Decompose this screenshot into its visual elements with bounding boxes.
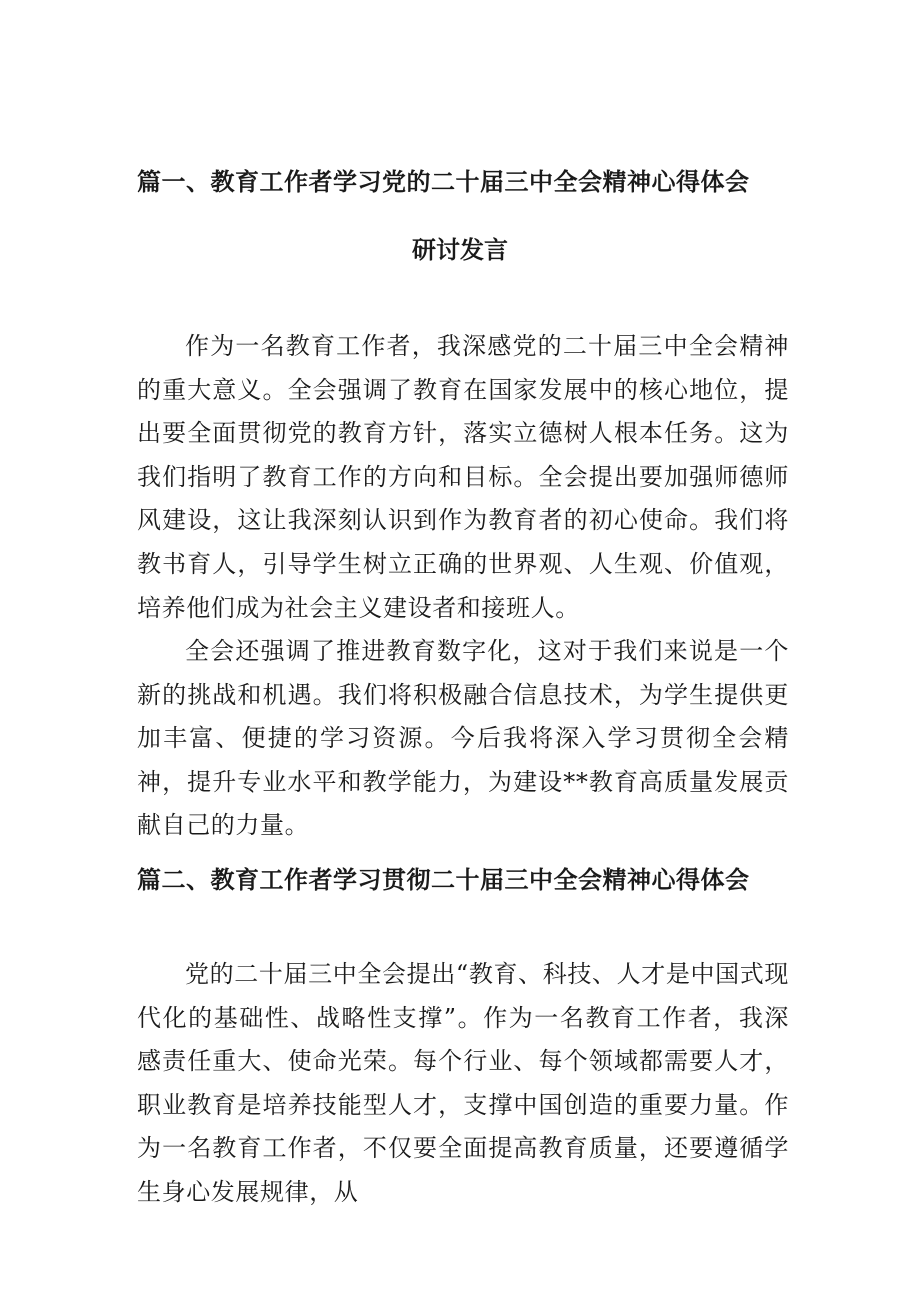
article1-paragraph-2: 全会还强调了推进教育数字化，这对于我们来说是一个新的挑战和机遇。我们将积极融合信息技术，为学生提供更加丰富、便捷的学习资源。今后我将深入学习贯彻全会精神，提升专业水平和教学能力，为建设**教育高质量发展贡献自己的力量。 — [137, 637, 789, 840]
article2-paragraph-1: 党的二十届三中全会提出“教育、科技、人才是中国式现代化的基础性、战略性支撑”。作为一名教育工作者，我深感责任重大、使命光荣。每个行业、每个领域都需要人才，职业教育是培养技能型人才，支撑中国创造的重要力量。作为一名教育工作者，不仅要全面提高教育质量，还要遵循学生身心发展规律，从 — [137, 960, 789, 1206]
article2-title: 篇二、教育工作者学习贯彻二十届三中全会精神心得体会 — [137, 866, 750, 894]
article1-paragraph-1: 作为一名教育工作者，我深感党的二十届三中全会精神的重大意义。全会强调了教育在国家发展中的核心地位，提出要全面贯彻党的教育方针，落实立德树人根本任务。这为我们指明了教育工作的方向和目标。全会提出要加强师德师风建设，这让我深刻认识到作为教育者的初心使命。我们将教书育人，引导学生树立正确的世界观、人生观、价值观，培养他们成为社会主义建设者和接班人。 — [137, 332, 789, 622]
article1-title-line1: 篇一、教育工作者学习党的二十届三中全会精神心得体会 — [137, 168, 750, 196]
article1-title-line2: 研讨发言 — [412, 236, 508, 264]
